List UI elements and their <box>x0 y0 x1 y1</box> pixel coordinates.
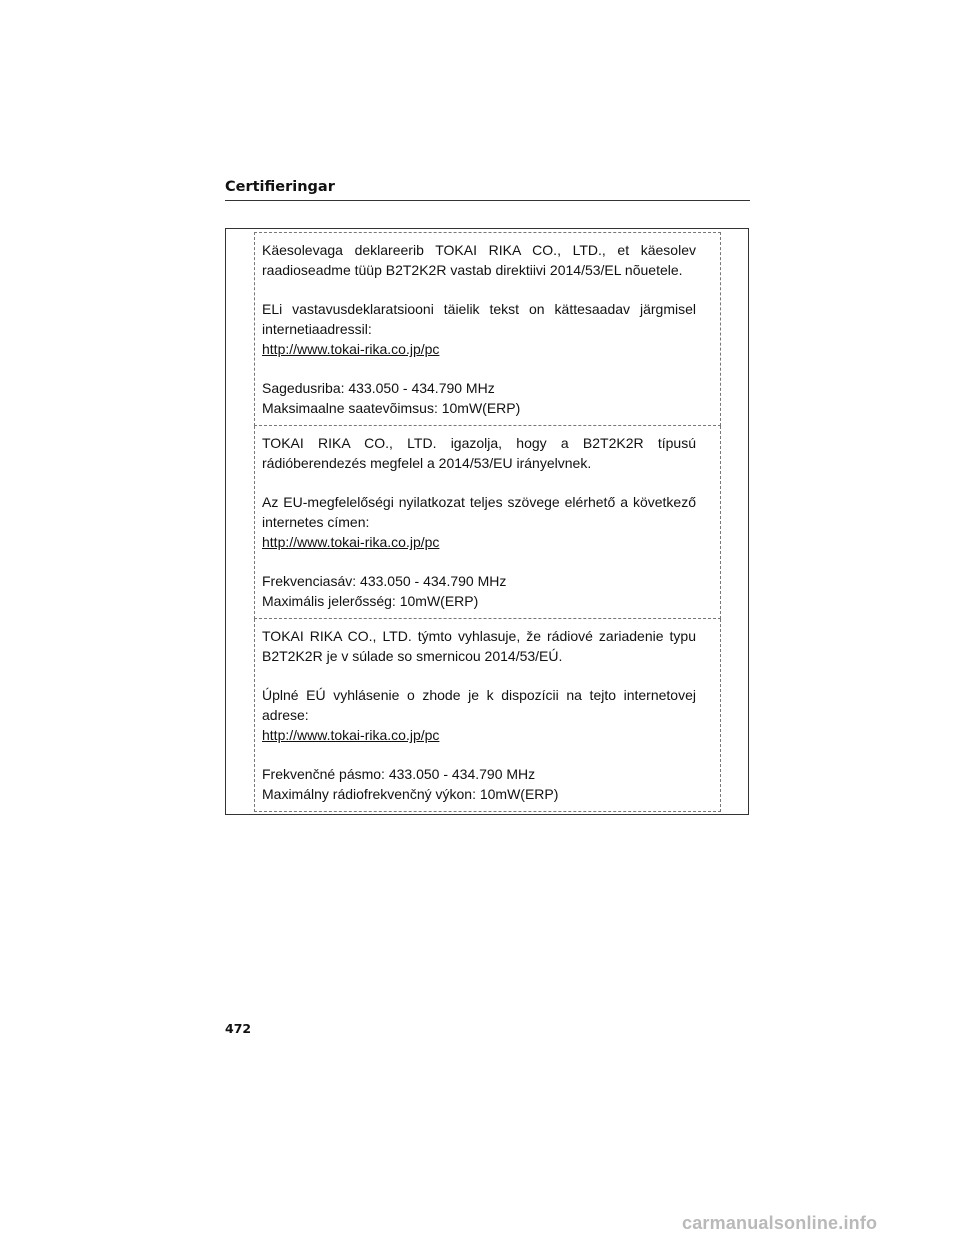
declaration-url-link[interactable]: http://www.tokai-rika.co.jp/pc <box>262 727 440 743</box>
spacer <box>262 359 696 378</box>
max-power: Maximálny rádiofrekvenčný výkon: 10mW(ERP) <box>262 786 559 802</box>
max-power: Maximális jelerősség: 10mW(ERP) <box>262 593 479 609</box>
watermark: carmanualsonline.info <box>682 1213 878 1233</box>
declaration-full-text-note: Úplné EÚ vyhlásenie o zhode je k dispozícii na tejto internetovej adrese: <box>262 687 696 723</box>
spacer <box>262 745 696 764</box>
declaration-hungarian <box>254 426 721 619</box>
page-number: 472 <box>225 1021 252 1036</box>
section-title: Certifieringar <box>225 179 335 195</box>
declaration-url-link[interactable]: http://www.tokai-rika.co.jp/pc <box>262 341 440 357</box>
declaration-url-link[interactable]: http://www.tokai-rika.co.jp/pc <box>262 534 440 550</box>
frequency-band: Frekvenciasáv: 433.050 - 434.790 MHz <box>262 573 507 589</box>
frequency-band: Frekvenčné pásmo: 433.050 - 434.790 MHz <box>262 766 536 782</box>
section-header <box>225 178 750 201</box>
declaration-estonian <box>254 232 721 426</box>
spacer <box>262 280 696 299</box>
declaration-slovak <box>254 619 721 812</box>
declaration-full-text-note: ELi vastavusdeklaratsiooni täielik tekst on kättesaadav järgmisel internetiaadressil: <box>262 301 696 337</box>
spacer <box>262 666 696 685</box>
max-power: Maksimaalne saatevõimsus: 10mW(ERP) <box>262 400 521 416</box>
declaration-statement: TOKAI RIKA CO., LTD. týmto vyhlasuje, že rádiové zariadenie typu B2T2K2R je v súlade so smernicou 2014/53/EÚ. <box>262 628 696 664</box>
declaration-full-text-note: Az EU-megfelelőségi nyilatkozat teljes szövege elérhető a következő internetes címen: <box>262 494 696 530</box>
declaration-statement: TOKAI RIKA CO., LTD. igazolja, hogy a B2T2K2R típusú rádióberendezés megfelel a 2014/53/EU irányelvnek. <box>262 435 696 471</box>
spacer <box>262 473 696 492</box>
spacer <box>262 552 696 571</box>
declaration-statement: Käesolevaga deklareerib TOKAI RIKA CO., LTD., et käesolev raadioseadme tüüp B2T2K2R vastab direktiivi 2014/53/EL nõuetele. <box>262 242 696 278</box>
frequency-band: Sagedusriba: 433.050 - 434.790 MHz <box>262 380 495 396</box>
